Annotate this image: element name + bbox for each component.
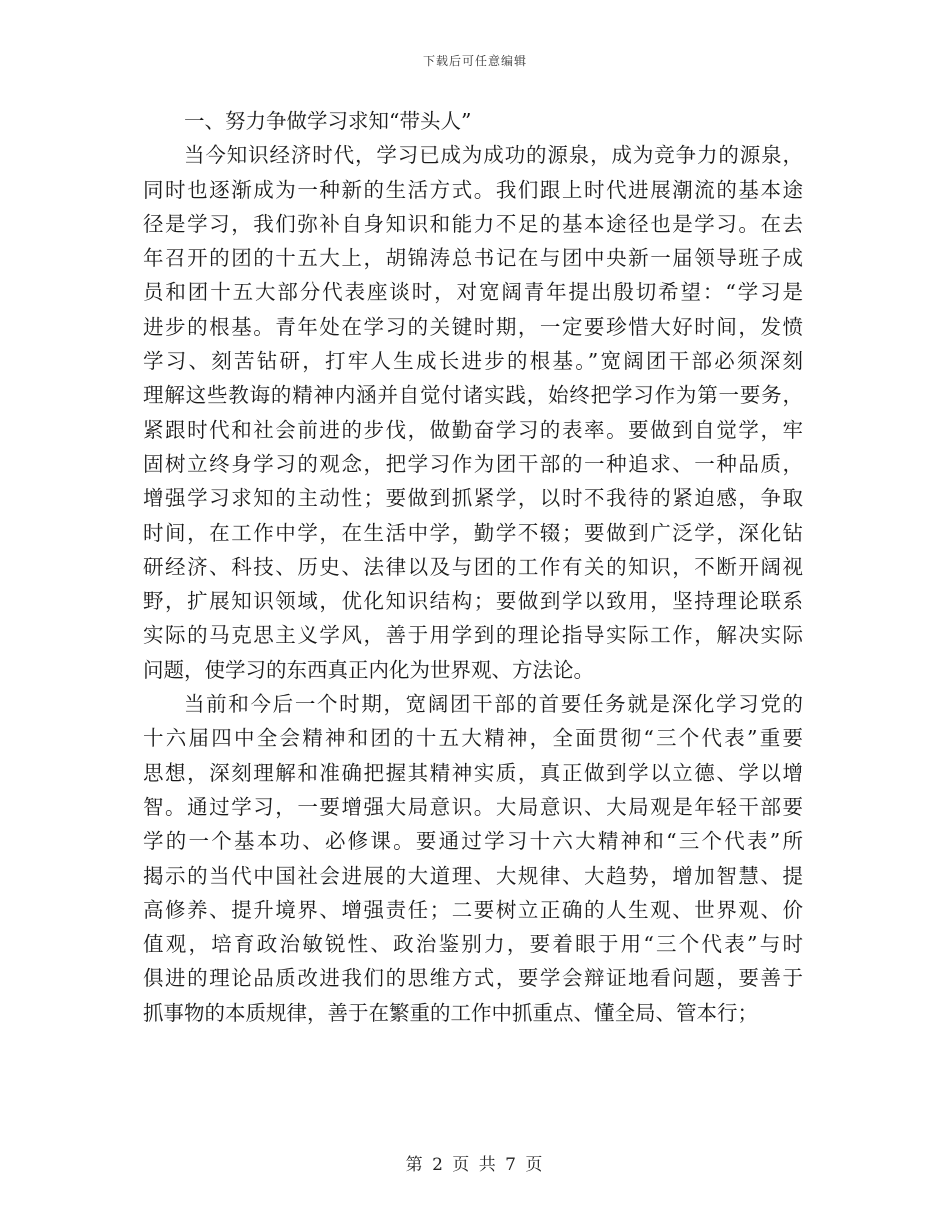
text-line: 学的一个基本功、必修课。要通过学习十六大精神和“三个代表”所 — [143, 829, 803, 854]
text-line: 当前和今后一个时期，宽阔团干部的首要任务就是深化学习党的 — [184, 692, 803, 717]
document-body — [143, 104, 803, 1030]
text-line: 紧跟时代和社会前进的步伐，做勤奋学习的表率。要做到自觉学，牢 — [143, 417, 803, 442]
text-line: 高修养、提升境界、增强责任；二要树立正确的人生观、世界观、价 — [143, 897, 803, 922]
paragraph-2 — [143, 687, 803, 1030]
page-header-note: 下载后可任意编辑 — [422, 54, 527, 68]
section-heading: 一、努力争做学习求知“带头人” — [184, 109, 472, 133]
text-line: 年召开的团的十五大上，胡锦涛总书记在与团中央新一届领导班子成 — [143, 246, 803, 271]
text-line: 野，扩展知识领域，优化知识结构；要做到学以致用，坚持理论联系 — [143, 589, 803, 614]
paragraph-1 — [143, 138, 803, 687]
text-line: 学习、刻苦钻研，打牢人生成长进步的根基。”宽阔团干部必须深刻 — [143, 349, 803, 374]
text-line: 时间，在工作中学，在生活中学，勤学不辍；要做到广泛学，深化钻 — [143, 520, 803, 545]
text-line: 实际的马克思主义学风，善于用学到的理论指导实际工作，解决实际 — [143, 623, 803, 648]
text-line: 员和团十五大部分代表座谈时，对宽阔青年提出殷切希望：“学习是 — [143, 280, 803, 305]
text-line: 径是学习，我们弥补自身知识和能力不足的基本途径也是学习。在去 — [143, 211, 803, 236]
text-line: 增强学习求知的主动性；要做到抓紧学，以时不我待的紧迫感，争取 — [143, 486, 803, 511]
text-line: 值观，培育政治敏锐性、政治鉴别力，要着眼于用“三个代表”与时 — [143, 932, 803, 957]
text-line: 固树立终身学习的观念，把学习作为团干部的一种追求、一种品质， — [143, 451, 803, 476]
text-line: 同时也逐渐成为一种新的生活方式。我们跟上时代进展潮流的基本途 — [143, 177, 803, 202]
text-line: 十六届四中全会精神和团的十五大精神，全面贯彻“三个代表”重要 — [143, 726, 803, 751]
text-line: 思想，深刻理解和准确把握其精神实质，真正做到学以立德、学以增 — [143, 760, 803, 785]
text-line: 抓事物的本质规律，善于在繁重的工作中抓重点、懂全局、管本行； — [143, 1000, 758, 1025]
text-line: 俱进的理论品质改进我们的思维方式，要学会辩证地看问题，要善于 — [143, 966, 803, 991]
text-line: 问题，使学习的东西真正内化为世界观、方法论。 — [143, 657, 594, 682]
page-number-footer: 第 2 页 共 7 页 — [405, 1155, 545, 1175]
text-line: 研经济、科技、历史、法律以及与团的工作有关的知识，不断开阔视 — [143, 554, 803, 579]
text-line: 理解这些教诲的精神内涵并自觉付诸实践，始终把学习作为第一要务， — [143, 383, 803, 408]
text-line: 进步的根基。青年处在学习的关键时期，一定要珍惜大好时间，发愤 — [143, 314, 803, 339]
text-line: 揭示的当代中国社会进展的大道理、大规律、大趋势，增加智慧、提 — [143, 863, 803, 888]
text-line: 当今知识经济时代，学习已成为成功的源泉，成为竞争力的源泉， — [184, 143, 803, 168]
text-line: 智。通过学习，一要增强大局意识。大局意识、大局观是年轻干部要 — [143, 794, 803, 819]
